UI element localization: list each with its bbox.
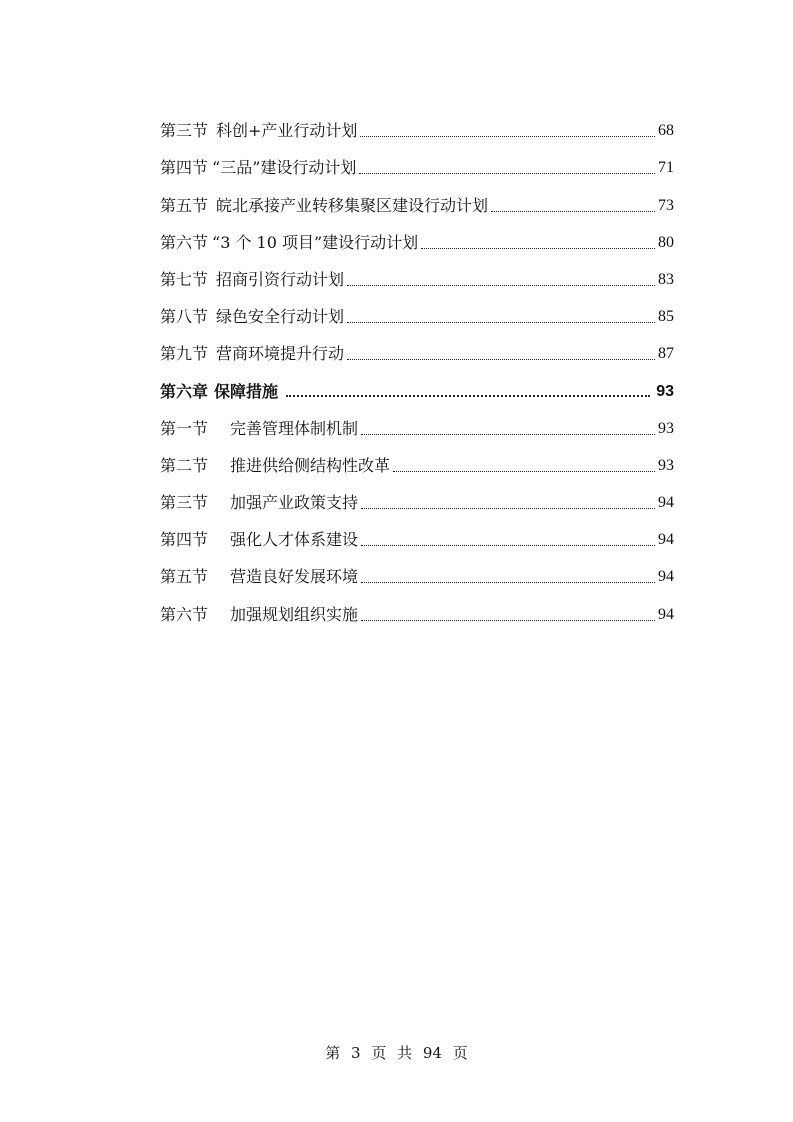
toc-entry-title: 招商引资行动计划 xyxy=(216,269,345,289)
toc-entry-number: 第六章 xyxy=(160,381,209,401)
toc-entry[interactable] xyxy=(160,514,674,551)
toc-entry[interactable] xyxy=(160,440,674,477)
toc-entry-page: 94 xyxy=(658,605,674,623)
dot-leader xyxy=(360,135,655,137)
toc-entry-page: 87 xyxy=(658,345,674,363)
toc-entry-title: 营商环境提升行动 xyxy=(216,344,345,364)
toc-entry-number: 第八节 xyxy=(160,307,209,327)
toc-entry[interactable] xyxy=(160,328,674,365)
dot-leader xyxy=(361,619,655,621)
toc-entry-title: 科创+产业行动计划 xyxy=(216,121,358,141)
toc-entry-number: 第三节 xyxy=(160,121,209,141)
toc-entry-number: 第五节 xyxy=(160,567,209,587)
toc-entry-page: 71 xyxy=(658,159,674,177)
toc-entry-title: 强化人才体系建设 xyxy=(230,530,359,550)
dot-leader xyxy=(347,321,655,323)
toc-entry-title: 加强规划组织实施 xyxy=(230,604,359,624)
toc-entry-page: 85 xyxy=(658,308,674,326)
toc-entry-page: 94 xyxy=(658,531,674,549)
toc-entry[interactable] xyxy=(160,403,674,440)
toc-entry[interactable] xyxy=(160,291,674,328)
page-footer: 第 3 页 共 94 页 xyxy=(325,1044,468,1062)
dot-leader xyxy=(361,433,655,435)
toc-entry-page: 93 xyxy=(656,382,674,400)
toc-entry-title: 绿色安全行动计划 xyxy=(216,307,345,327)
toc-entry-title: 营造良好发展环境 xyxy=(230,567,359,587)
toc-entry-title: “3 个 10 项目”建设行动计划 xyxy=(212,232,419,252)
dot-leader xyxy=(393,470,655,472)
toc-entry[interactable] xyxy=(160,254,674,291)
toc-entry[interactable] xyxy=(160,588,674,625)
toc-entry-number: 第七节 xyxy=(160,269,209,289)
toc-entry-title: 皖北承接产业转移集聚区建设行动计划 xyxy=(216,195,489,215)
toc-entry[interactable] xyxy=(160,105,674,142)
toc-entry-number: 第三节 xyxy=(160,493,209,513)
toc-entry[interactable] xyxy=(160,551,674,588)
toc-entry-title: 加强产业政策支持 xyxy=(230,493,359,513)
dot-leader xyxy=(361,507,655,509)
toc-entry-page: 68 xyxy=(658,122,674,140)
dot-leader xyxy=(347,358,655,360)
dot-leader xyxy=(361,544,655,546)
toc-entry[interactable] xyxy=(160,477,674,514)
toc-entry[interactable] xyxy=(160,142,674,179)
toc-entry[interactable] xyxy=(160,179,674,216)
toc-entry-page: 93 xyxy=(658,456,674,474)
toc-entry-title: 保障措施 xyxy=(214,381,279,401)
toc-entry-page: 83 xyxy=(658,270,674,288)
toc-entry-number: 第二节 xyxy=(160,455,209,475)
toc-entry-number: 第六节 xyxy=(160,604,209,624)
dot-leader xyxy=(347,284,655,286)
toc-chapter-entry[interactable] xyxy=(160,365,674,402)
toc-entry-number: 第九节 xyxy=(160,344,209,364)
toc-entry-title: “三品”建设行动计划 xyxy=(212,158,357,178)
dot-leader xyxy=(361,581,655,583)
toc-entry-page: 80 xyxy=(658,233,674,251)
toc-entry-title: 推进供给侧结构性改革 xyxy=(230,455,391,475)
dot-leader xyxy=(359,172,655,174)
toc-entry-title: 完善管理体制机制 xyxy=(230,418,359,438)
toc-entry-page: 93 xyxy=(658,419,674,437)
toc-entry-number: 第四节 xyxy=(160,530,209,550)
toc-entry[interactable] xyxy=(160,217,674,254)
toc-entry-page: 94 xyxy=(658,494,674,512)
dot-leader xyxy=(286,394,650,397)
dot-leader xyxy=(421,247,655,249)
toc-entry-number: 第四节 xyxy=(160,158,209,178)
toc-entry-number: 第五节 xyxy=(160,195,209,215)
toc-entry-number: 第一节 xyxy=(160,418,209,438)
dot-leader xyxy=(491,210,655,212)
toc-entry-page: 73 xyxy=(658,196,674,214)
table-of-contents xyxy=(160,105,674,626)
toc-entry-number: 第六节 xyxy=(160,232,209,252)
toc-entry-page: 94 xyxy=(658,568,674,586)
